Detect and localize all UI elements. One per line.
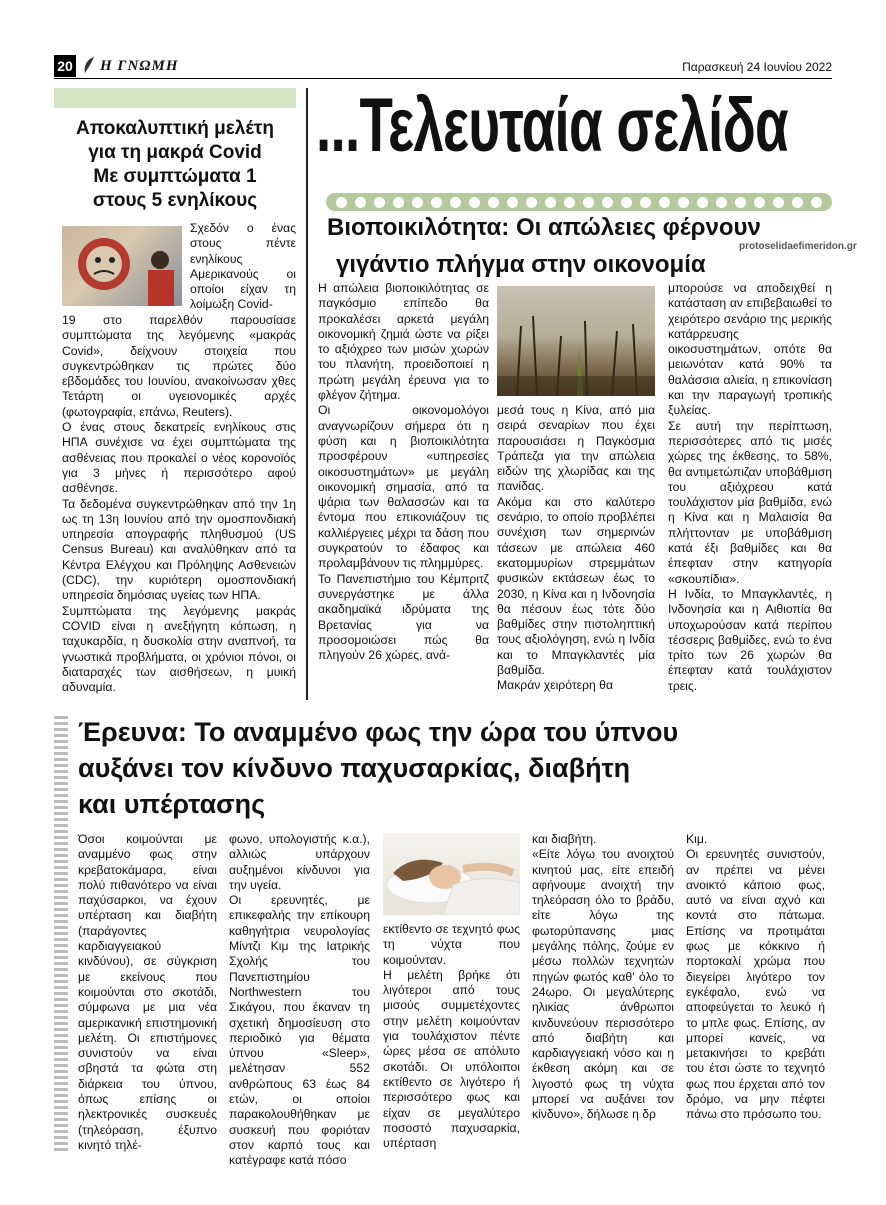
covid-photo bbox=[62, 226, 182, 306]
sleeping-woman-photo bbox=[383, 833, 520, 915]
covid-headline-line: για τη μακρά Covid bbox=[88, 142, 262, 163]
bio-headline-1: Βιοποικιλότητα: Οι απώλειες φέρνουν bbox=[327, 214, 761, 241]
bio-paragraph: Η Ινδία, το Μπαγκλαντές, η Ινδονησία και η Αιθιοπία θα υποχωρούσαν κατά περίπου τέσσερις βαθμίδες, ενώ το ένα τρίτο των 26 χωρών θα έπεφταν κατά τουλάχιστον τρεις. bbox=[668, 586, 832, 693]
light-headline-line: Έρευνα: Το αναμμένο φως την ώρα του ύπνου bbox=[78, 717, 679, 747]
watermark: protoselidaefimeridon.gr bbox=[739, 241, 857, 252]
page-title: ...Τελευταία σελίδα bbox=[316, 83, 788, 168]
bio-paragraph: Η απώλεια βιοποικιλότητας σε παγκόσμιο επίπεδο θα προκαλέσει αρκετά μεγάλη οικονομική ζημιά ώστε να ρίξει το αξιόχρεο των μισών χωρών του πλανήτη, προειδοποιεί η πρώτη μεγάλη έρευνα για το φλέγον ζήτημα. bbox=[318, 281, 489, 403]
light-paragraph: «Είτε λόγω του ανοιχτού κινητού μας, είτε επειδή αφήνουμε ανοιχτή την τηλεόραση όλο το βράδυ, είτε λόγω της φωτορύπανσης μιας μεγάλης πόλης, ζούμε εν μέσω πολλών τεχνητών πηγών φωτός καθ' όλο το 24ωρο. Οι μεγαλύτερης ηλικίας άνθρωποι κινδυνεύουν περισσότερο από διαβήτη και καρδιαγγειακή νόσο και η έκθεση ακόμη και σε λιγοστό φως τη νύχτα μπορεί να αυξάνει τον κίνδυνο», δήλωσε η δρ bbox=[532, 847, 674, 1122]
feather-icon bbox=[82, 56, 96, 74]
bio-paragraph: Μακράν χειρότερη θα bbox=[497, 678, 613, 693]
bio-headline-2: γιγάντιο πλήγμα στην οικονομία bbox=[336, 251, 706, 278]
bio-paragraph: Ακόμα και στο καλύτερο σενάριο, το οποίο προβλέπει συνέχιση των σημερινών τάσεων με απώλεια 460 εκατομμυρίων στρεμμάτων φυσικών εκτάσεων έως το 2030, η Κίνα και η Ινδονησία θα πέσουν έως τότε δύο βαθμίδες στην πιστοληπτική τους αξιολόγηση, ενώ η Ινδία και το Μπαγκλαντές μία βαθμίδα. bbox=[497, 494, 655, 678]
bio-paragraph: Σε αυτή την περίπτωση, περισσότερες από τις μισές χώρες της έκθεσης, το 58%, θα αντιμετώπιζαν υποβάθμιση του αξιόχρεου κατά τουλάχιστον μία βαθμίδα, ενώ η Κίνα και η Μαλαισία θα πλήττονταν με υποβάθμιση κατά έξι βαθμίδες και θα έπεφταν στην κατηγορία «σκουπίδια». bbox=[668, 418, 832, 586]
light-paragraph: εκτίθεντο σε τεχνητό φως τη νύχτα που κοιμούνταν. bbox=[383, 922, 520, 967]
light-column-3 bbox=[383, 922, 520, 1151]
bio-paragraph: Οι οικονομολόγοι αναγνωρίζουν σήμερα ότι η φύση και η βιοποικιλότητα προσφέρουν «υπηρεσίες οικοσυστημάτων» με μεγάλη οικονομική σημασία, από τα ψάρια των θαλασσών και τα έντομα που επικονιάζουν τις καλλιέργειες μέχρι τα δάση που συγκρατούν το έδαφος και προλαμβάνουν τις πλημμύρες. bbox=[318, 403, 489, 571]
covid-headline-line: Με συμπτώματα 1 bbox=[93, 166, 257, 187]
covid-paragraph: Σχεδόν ο ένας στους πέντε ενηλίκους Αμερικανούς οι οποίοι είχαν τη λοίμωξη Covid- bbox=[190, 221, 296, 312]
light-column-2 bbox=[229, 832, 370, 1169]
page-number: 20 bbox=[54, 55, 76, 77]
light-paragraph: Η μελέτη βρήκε ότι λιγότεροι από τους μισούς συμμετέχοντες στην μελέτη κοιμούνταν για τουλάχιστον πέντε ώρες μέσα σε απόλυτο σκοτάδι. Οι υπόλοιποι εκτίθεντο σε λιγότερο ή περισσότερο φως και είχαν σε μεγαλύτερο ποσοστό παχυσαρκία, υπέρταση bbox=[383, 967, 520, 1151]
bio-column-3 bbox=[668, 281, 832, 694]
light-paragraph: και διαβήτη. bbox=[532, 832, 597, 846]
bio-paragraph: μεσά τους η Κίνα, από μια σειρά σεναρίων που έχει παρουσιάσει η Παγκόσμια Τράπεζα για την απώλεια ειδών της χλωρίδας και της πανίδας. bbox=[497, 403, 655, 494]
light-headline-line: αυξάνει τον κίνδυνο παχυσαρκίας, διαβήτη bbox=[78, 753, 631, 783]
light-headline bbox=[78, 714, 838, 822]
covid-paragraph: Τα δεδομένα συγκεντρώθηκαν από την 1η ως τη 13η Ιουνίου από την ομοσπονδιακή υπηρεσία απογραφής πληθυσμού (US Census Bureau) και αναλύθηκαν από τα Κέντρα Ελέγχου και Πρόληψης Ασθενειών (CDC), την κυριότερη ομοσπονδιακή υπηρεσία δημόσιας υγείας των ΗΠΑ. bbox=[62, 496, 296, 603]
green-accent-bar bbox=[54, 88, 296, 108]
light-headline-line: και υπέρτασης bbox=[78, 789, 266, 819]
light-paragraph: Κιμ. bbox=[686, 832, 708, 846]
issue-date: Παρασκευή 24 Ιουνίου 2022 bbox=[682, 60, 832, 74]
covid-paragraph: 19 στο παρελθόν παρουσίασε συμπτώματα της λεγόμενης «μακράς Covid», δείχνουν στοιχεία που συγκεντρώθηκαν τις πρώτες δύο εβδομάδες του Ιουνίου, ανακοίνωσαν χθες Τετάρτη οι υγειονομικές αρχές (φωτογραφία, επάνω, Reuters). bbox=[62, 313, 296, 419]
covid-body bbox=[62, 313, 296, 695]
covid-intro-wrap bbox=[190, 221, 296, 313]
forest-photo bbox=[497, 286, 655, 396]
covid-headline bbox=[54, 117, 296, 213]
covid-paragraph: Ο ένας στους δεκατρείς ενηλίκους στις ΗΠΑ συνέχισε να έχει συμπτώματα της ασθένειας που προκαλεί ο νέος κορονοϊός για 3 μήνες ή περισσότερο αφού ασθένησε. bbox=[62, 420, 296, 496]
covid-headline-line: στους 5 ενηλίκους bbox=[92, 190, 258, 211]
bio-paragraph: Το Πανεπιστήμιο του Κέμπριτζ συνεργάστηκε με άλλα ακαδημαϊκά ιδρύματα της Βρετανίας για να προσομοιώσει πώς θα πληγούν 26 χώρες, ανά- bbox=[318, 571, 489, 663]
light-paragraph: Οι ερευνητές, με επικεφαλής την επίκουρη καθηγήτρια νευρολογίας Μίντζι Κιμ της Ιατρικής Σχολής του Πανεπιστημίου Northwestern του Σικάγου, που έκαναν τη σχετική δημοσίευση στο περιοδικό για θέματα ύπνου «Sleep», μελέτησαν 552 ανθρώπους 63 έως 84 ετών, οι οποίοι παρακολουθήθηκαν με συσκευή που φοριόταν στον καρπό τους και κατέγραφε κατά πόσο bbox=[229, 893, 370, 1168]
light-column-1 bbox=[78, 832, 217, 1153]
bio-paragraph: μπορούσε να αποδειχθεί η κατάσταση αν επιβεβαιωθεί το χειρότερο σενάριο της μερικής κατάρρευσης οικοσυστημάτων, οπότε θα μειωνόταν κατά 90% τα θαλάσσια αλιεία, η επικονίαση και την παραγωγή τροπικής ξυλείας. bbox=[668, 281, 832, 418]
brand-name: Η ΓΝΩΜΗ bbox=[100, 58, 179, 74]
covid-paragraph: Συμπτώματα της λεγόμενης μακράς COVID είναι η ανεξήγητη κόπωση, η ταχυκαρδία, η δυσκολία στην αναπνοή, τα γνωστικά προβλήματα, οι χρόνιοι πόνοι, οι διαταραχές των αισθήσεων, η μυική αδυναμία. bbox=[62, 603, 296, 695]
light-paragraph: Οι ερευνητές συνιστούν, αν πρέπει να μένει ανοικτό κάποιο φως, αυτό να είναι αχνό και κοντά στο πάτωμα. Επίσης να προτιμάται φως με κόκκινο ή πορτοκαλί χρώμα που διεγείρει λιγότερο τον εγκέφαλο, ενώ να αποφεύγεται το λευκό ή το μπλε φως. Επίσης, αν μπορεί κανείς, να μετακινήσει το κρεβάτι του έτσι ώστε το τεχνητό φως που έρχεται από τον δρόμο, να μην πέφτει πάνω στο πρόσωπο του. bbox=[686, 847, 825, 1122]
side-hatch-bar bbox=[54, 716, 68, 1151]
light-column-5 bbox=[686, 832, 825, 1123]
bio-column-2 bbox=[497, 403, 655, 694]
light-column-4 bbox=[532, 832, 674, 1123]
light-paragraph: Όσοι κοιμούνται με αναμμένο φως στην κρεβατοκάμαρα, είναι πολύ πιθανότερο να είναι παχύσαρκοι, να έχουν υπέρταση και διαβήτη (παράγοντες καρδιαγγειακού κινδύνου), σε σύγκριση με εκείνους που κοιμούνται στο σκοτάδι, σύμφωνα με μια νέα αμερικανική επιστημονική μελέτη. Οι επιστήμονες συνιστούν να είναι σβηστά τα φώτα στη διάρκεια του ύπνου, όπως επίσης οι ηλεκτρονικές συσκευές (τηλεόραση, έξυπνο κινητό τηλέ- bbox=[78, 832, 217, 1152]
covid-headline-line: Αποκαλυπτική μελέτη bbox=[76, 118, 274, 139]
bio-column-1 bbox=[318, 281, 489, 663]
light-paragraph: φωνο, υπολογιστής κ.α.), αλλιώς υπάρχουν αυξημένοι κίνδυνοι για την υγεία. bbox=[229, 832, 370, 892]
column-divider bbox=[306, 88, 308, 700]
dotted-divider bbox=[326, 193, 832, 211]
